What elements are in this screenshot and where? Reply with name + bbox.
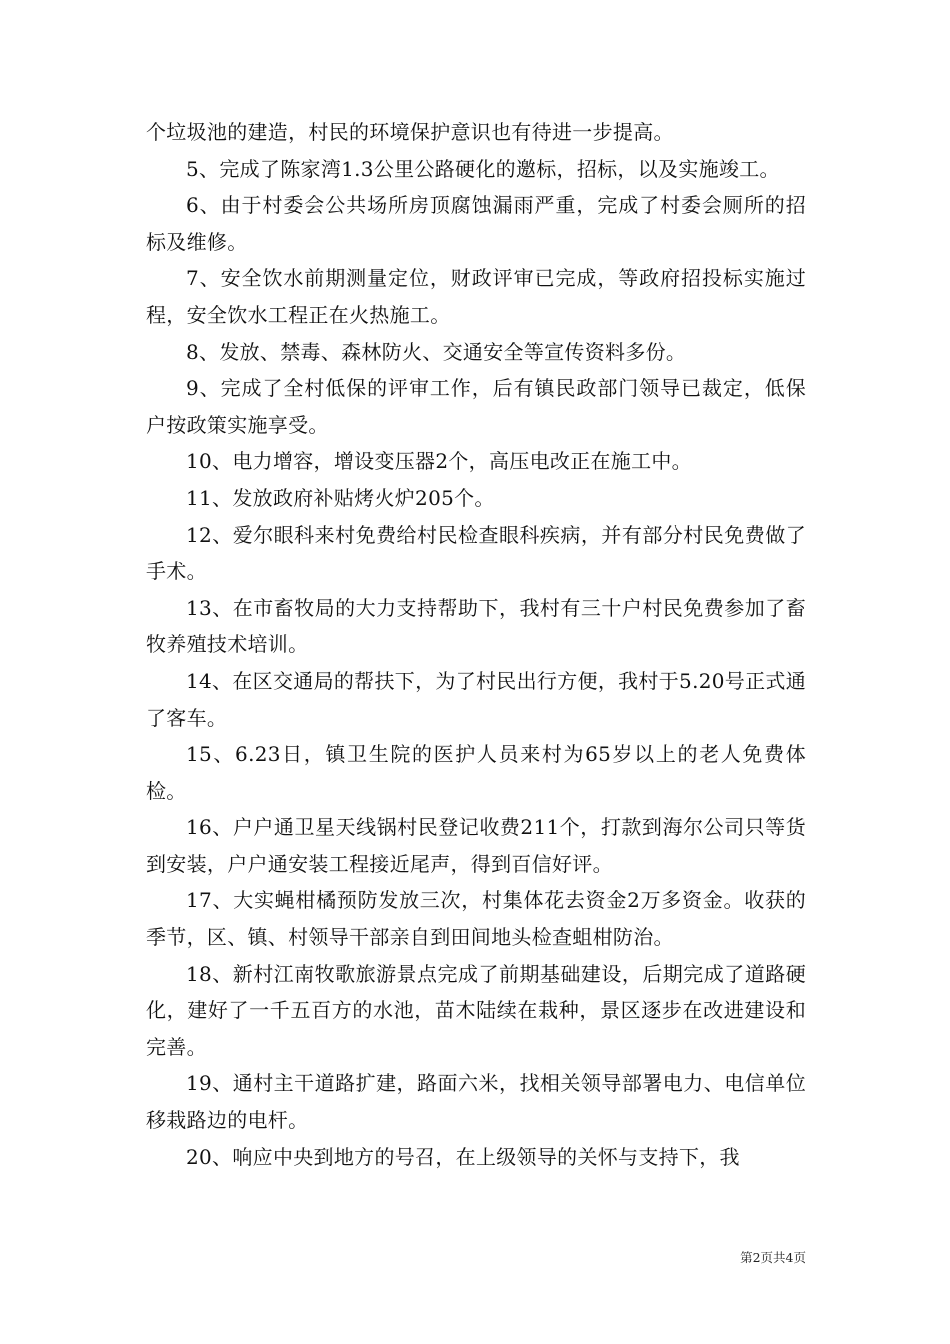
list-item: 8、发放、禁毒、森林防火、交通安全等宣传资料多份。: [186, 339, 687, 364]
list-item: 5、完成了陈家湾1.3公里公路硬化的邀标，招标，以及实施竣工。: [186, 156, 780, 181]
list-item: 7、安全饮水前期测量定位，财政评审已完成，等政府招投标实施过程，安全饮水工程正在火热施工。: [146, 266, 806, 327]
paragraph-continuation: 个垃圾池的建造，村民的环境保护意识也有待进一步提高。: [146, 120, 674, 144]
list-item: 20、响应中央到地方的号召，在上级领导的关怀与支持下，我: [186, 1144, 740, 1169]
list-item: 17、大实蝇柑橘预防发放三次，村集体花去资金2万多资金。收获的季节，区、镇、村领导干部亲自到田间地头检查蛆柑防治。: [146, 888, 806, 950]
list-item: 11、发放政府补贴烤火炉205个。: [186, 485, 495, 510]
list-item: 16、户户通卫星天线锅村民登记收费211个，打款到海尔公司只等货到安装，户户通安装工程接近尾声，得到百信好评。: [146, 815, 806, 876]
list-item: 18、新村江南牧歌旅游景点完成了前期基础建设，后期完成了道路硬化，建好了一千五百方的水池，苗木陆续在栽种，景区逐步在改进建设和完善。: [146, 961, 806, 1059]
list-item: 12、爱尔眼科来村免费给村民检查眼科疾病，并有部分村民免费做了手术。: [146, 522, 806, 584]
page-number-footer: 第2页共4页: [740, 1250, 806, 1265]
list-item: 10、电力增容，增设变压器2个，高压电改正在施工中。: [186, 449, 692, 474]
list-item: 6、由于村委会公共场所房顶腐蚀漏雨严重，完成了村委会厕所的招标及维修。: [146, 193, 806, 254]
list-item: 15、6.23日，镇卫生院的医护人员来村为65岁以上的老人免费体检。: [146, 742, 806, 803]
document-body: [146, 114, 806, 1175]
list-item: 9、完成了全村低保的评审工作，后有镇民政部门领导已裁定，低保户按政策实施享受。: [146, 376, 806, 437]
list-item: 13、在市畜牧局的大力支持帮助下，我村有三十户村民免费参加了畜牧养殖技术培训。: [146, 595, 806, 657]
list-item: 14、在区交通局的帮扶下，为了村民出行方便，我村于5.20号正式通了客车。: [146, 668, 806, 730]
list-item: 19、通村主干道路扩建，路面六米，找相关领导部署电力、电信单位移栽路边的电杆。: [146, 1071, 806, 1133]
